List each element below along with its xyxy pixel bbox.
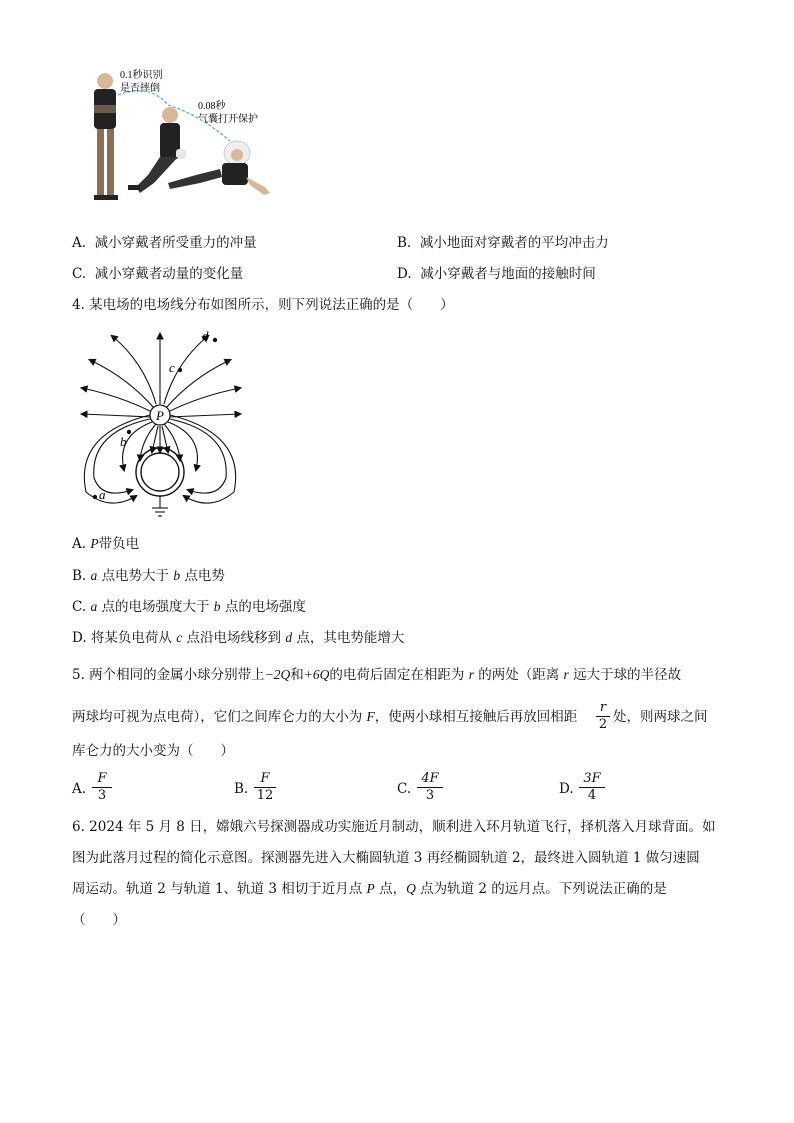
q6-line-4: （ ） [72, 912, 126, 928]
point-c [178, 368, 182, 372]
q4-stem: 4. 某电场的电场线分布如图所示，则下列说法正确的是（ ） [72, 297, 454, 313]
q5-option-b-letter: B. [234, 781, 249, 797]
q3-option-c: C. 减小穿戴者动量的变化量 [72, 266, 244, 282]
q6-line-2: 图为此落月过程的简化示意图。探测器先进入大椭圆轨道 3 再经椭圆轨道 2，最终进入圆轨道 1 做匀速圆 [72, 850, 700, 866]
point-d [213, 338, 217, 342]
q5-option-d-fraction: $\frac{3F}{4}$ [579, 771, 605, 804]
q5-option-a-fraction: $\frac{F}{3}$ [92, 771, 112, 804]
q5-option-c-fraction: $\frac{4F}{3}$ [417, 771, 443, 804]
q5-line-1: 5. 两个相同的金属小球分别带上−2Q和+6Q的电荷后固定在相距为 r 的两处（距离 r 远大于球的半径故 [72, 667, 682, 683]
label-p: P [156, 408, 164, 423]
q5-line-2: 两球均可视为点电荷），它们之间库仑力的大小为 F，使两小球相互接触后再放回相距 [72, 709, 578, 725]
label-c: c [169, 360, 175, 375]
label-d: d [202, 328, 209, 343]
point-a [93, 495, 97, 499]
q6-line-3: 周运动。轨道 2 与轨道 1、轨道 3 相切于近月点 P 点，Q 点为轨道 2 的远月点。下列说法正确的是 [72, 881, 667, 897]
q4-option-c: C. a 点的电场强度大于 b 点的电场强度 [72, 599, 306, 615]
q4-option-b: B. a 点电势大于 b 点电势 [72, 568, 225, 584]
airbag-illustration [80, 65, 285, 210]
falling-person [128, 107, 186, 193]
q5-line-3: 库仑力的大小变为（ ） [72, 743, 234, 759]
q5-option-c-letter: C. [397, 781, 412, 797]
q3-option-a: A. 减小穿戴者所受重力的冲量 [72, 235, 257, 251]
q6-line-1: 6. 2024 年 5 月 8 日，嫦娥六号探测器成功实施近月制动，顺利进入环月轨道飞行，择机落入月球背面。如 [72, 819, 716, 835]
q5-line-2-end: 处，则两球之间 [613, 709, 708, 725]
standing-person [94, 73, 118, 200]
label-airbag-time: 0.08秒 [198, 101, 226, 112]
label-airbag-desc: 气囊打开保护 [198, 114, 258, 125]
q5-option-a-letter: A. [72, 781, 87, 797]
q5-fraction-r-over-2: $\frac{r}{2}$ [596, 700, 610, 733]
q3-option-d: D. 减小穿戴者与地面的接触时间 [397, 266, 596, 282]
q5-option-b-fraction: $\frac{F}{12}$ [254, 771, 276, 804]
electric-field-diagram [80, 322, 250, 527]
label-recognition-desc: 是否摔倒 [120, 83, 160, 94]
q4-option-d: D. 将某负电荷从 c 点沿电场线移到 d 点，其电势能增大 [72, 630, 405, 646]
label-b: b [120, 434, 127, 449]
q5-option-d-letter: D. [559, 781, 574, 797]
point-b [127, 430, 131, 434]
q3-option-b: B. 减小地面对穿戴者的平均冲击力 [397, 235, 609, 251]
label-recognition-time: 0.1秒识别 [120, 70, 163, 81]
label-a: a [99, 487, 106, 502]
q4-option-a: A. P带负电 [72, 536, 140, 552]
